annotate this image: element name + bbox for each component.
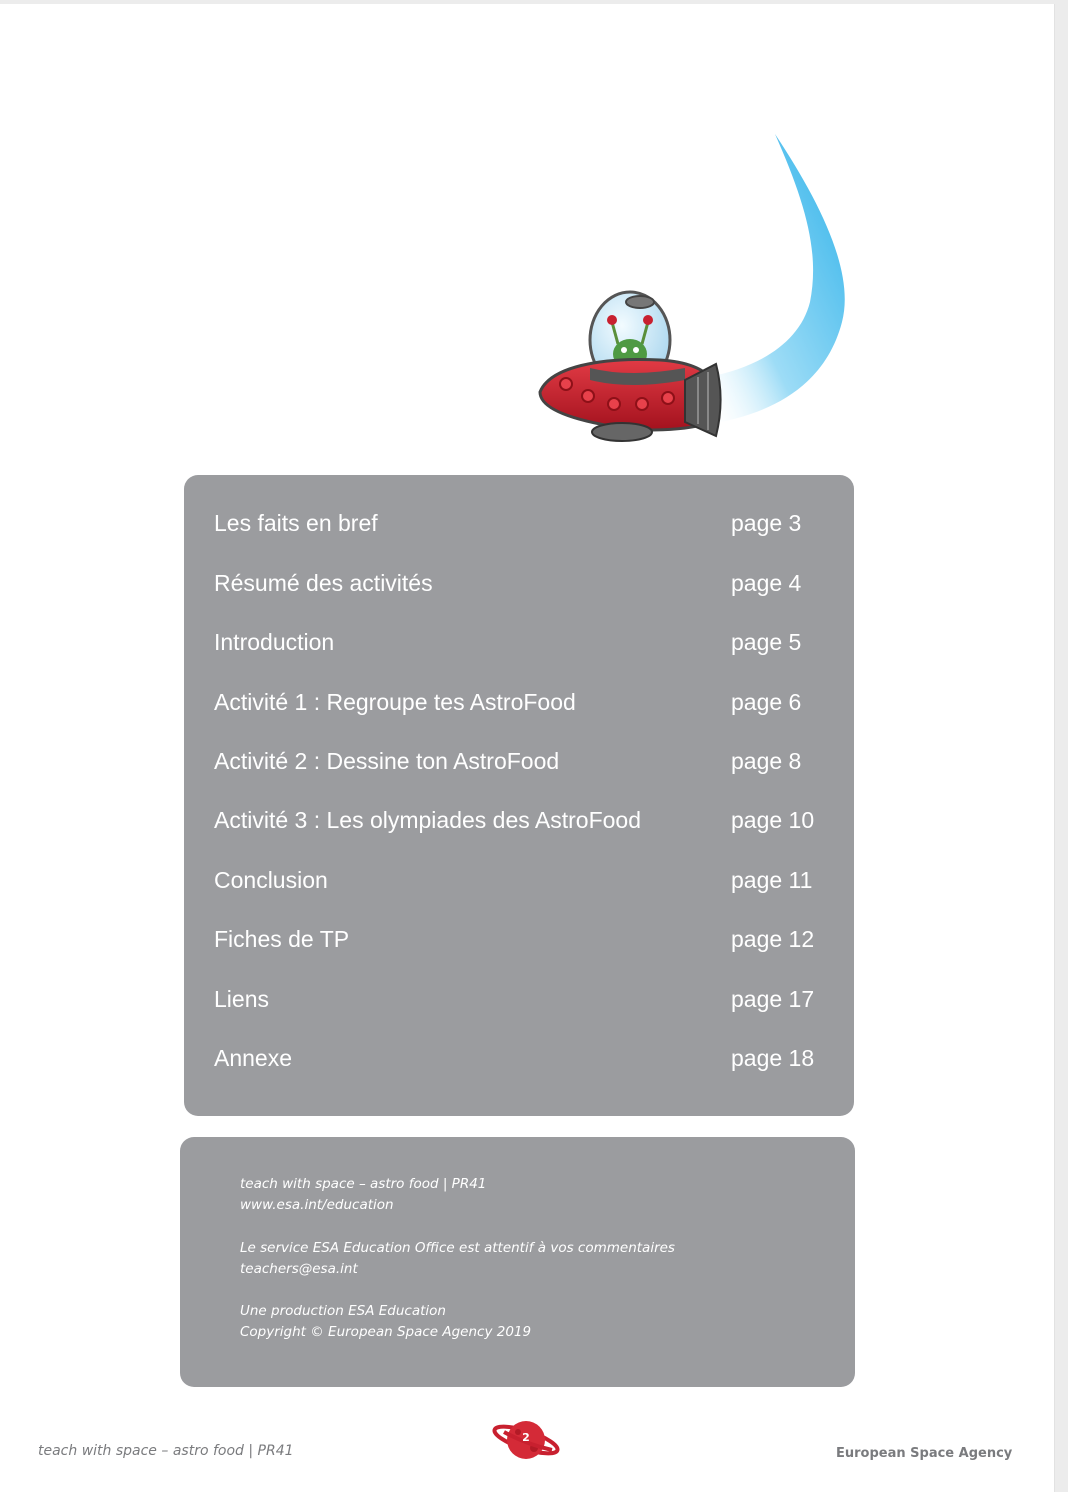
toc-item[interactable] <box>214 741 812 781</box>
page-number-badge <box>490 1414 562 1466</box>
page-number: 2 <box>522 1431 530 1444</box>
website-link[interactable]: www.esa.int/education <box>240 1197 394 1213</box>
feedback-text: Le service ESA Education Office est attentif à vos commentaires <box>240 1240 675 1256</box>
series-title: teach with space – astro food | PR41 <box>240 1176 487 1192</box>
toc-item-page: page 17 <box>731 986 815 1012</box>
toc-item[interactable] <box>214 563 812 603</box>
toc-item[interactable] <box>214 1038 815 1078</box>
toc-item-title: Introduction <box>214 629 335 655</box>
toc-item-page: page 18 <box>731 1045 815 1071</box>
toc-item[interactable] <box>214 622 812 662</box>
footer-series-title: teach with space – astro food | PR41 <box>38 1443 294 1459</box>
toc-item-title: Activité 1 : Regroupe tes AstroFood <box>214 689 576 715</box>
toc-item[interactable] <box>214 682 812 722</box>
toc-item-title: Activité 2 : Dessine ton AstroFood <box>214 748 560 774</box>
toc-item[interactable] <box>214 800 815 840</box>
toc-item-page: page 12 <box>731 926 815 952</box>
alien-spaceship-icon <box>520 122 860 452</box>
toc-item-title: Liens <box>214 986 269 1012</box>
toc-item[interactable] <box>214 919 815 959</box>
toc-item-title: Résumé des activités <box>214 570 433 596</box>
toc-item-page: page 10 <box>731 807 815 833</box>
toc-item-title: Activité 3 : Les olympiades des AstroFood <box>214 807 641 833</box>
document-page <box>0 4 1055 1492</box>
production-text: Une production ESA Education <box>240 1303 446 1319</box>
toc-item-title: Conclusion <box>214 867 328 893</box>
email-link[interactable]: teachers@esa.int <box>240 1261 358 1277</box>
toc-item[interactable] <box>214 503 812 543</box>
toc-item-title: Annexe <box>214 1045 293 1071</box>
credits-box <box>180 1137 855 1387</box>
toc-item-page: page 4 <box>731 570 802 596</box>
toc-item[interactable] <box>214 979 815 1019</box>
footer-organization: European Space Agency <box>836 1446 1013 1461</box>
toc-item-page: page 8 <box>731 748 802 774</box>
toc-item[interactable] <box>214 860 812 900</box>
toc-item-page: page 3 <box>731 510 802 536</box>
toc-item-page: page 11 <box>731 867 813 893</box>
toc-item-page: page 6 <box>731 689 802 715</box>
toc-item-title: Fiches de TP <box>214 926 350 952</box>
toc-item-page: page 5 <box>731 629 802 655</box>
toc-item-title: Les faits en bref <box>214 510 378 536</box>
copyright-text: Copyright © European Space Agency 2019 <box>240 1324 532 1340</box>
table-of-contents <box>184 475 854 1116</box>
